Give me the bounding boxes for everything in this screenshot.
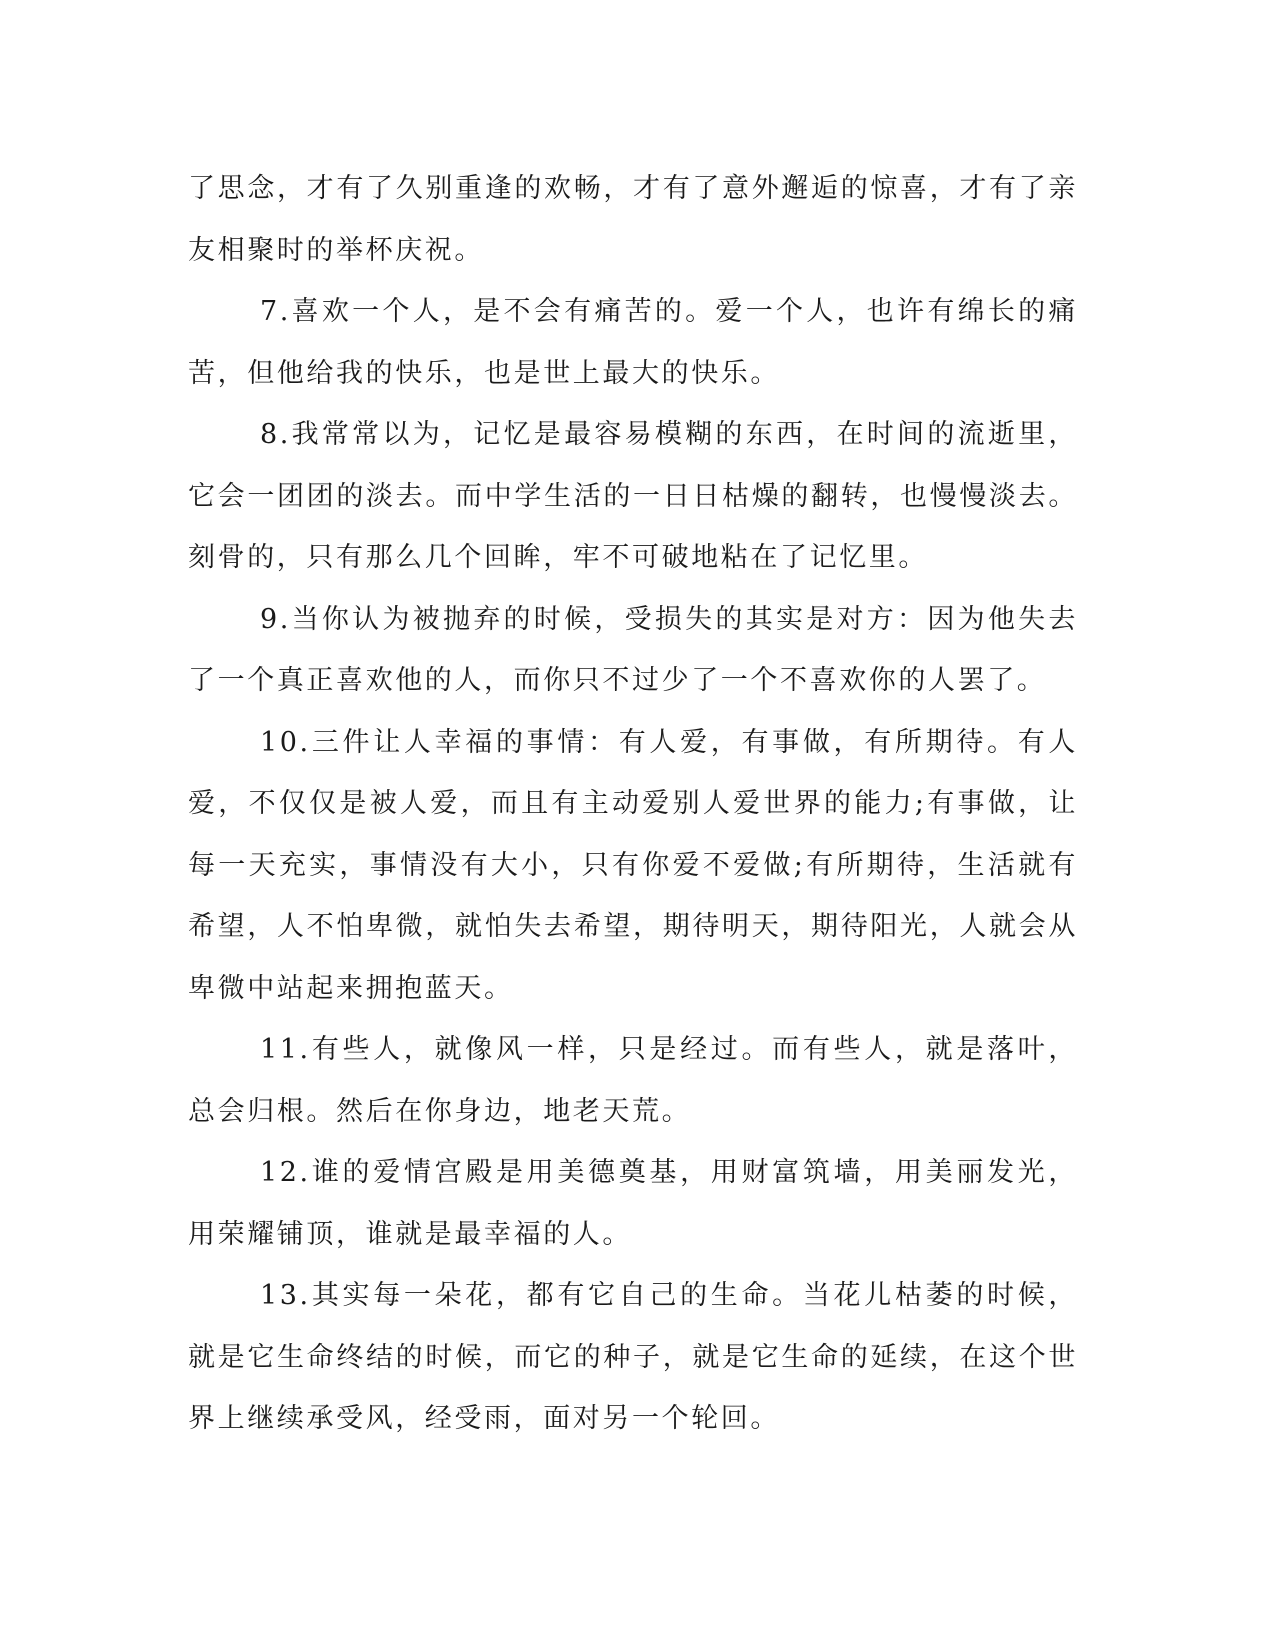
paragraph-item-9: 9.当你认为被抛弃的时候，受损失的其实是对方：因为他失去了一个真正喜欢他的人，而你只不过少了一个不喜欢你的人罢了。 xyxy=(188,603,1078,696)
document-body xyxy=(188,158,1078,1450)
paragraph-item-7: 7.喜欢一个人，是不会有痛苦的。爱一个人，也许有绵长的痛苦，但他给我的快乐，也是世上最大的快乐。 xyxy=(188,296,1078,389)
paragraph-continuation: 了思念，才有了久别重逢的欢畅，才有了意外邂逅的惊喜，才有了亲友相聚时的举杯庆祝。 xyxy=(188,173,1078,266)
paragraph-item-8: 8.我常常以为，记忆是最容易模糊的东西，在时间的流逝里，它会一团团的淡去。而中学生活的一日日枯燥的翻转，也慢慢淡去。刻骨的，只有那么几个回眸，牢不可破地粘在了记忆里。 xyxy=(188,419,1078,573)
paragraph-item-10: 10.三件让人幸福的事情：有人爱，有事做，有所期待。有人爱，不仅仅是被人爱，而且有主动爱别人爱世界的能力;有事做，让每一天充实，事情没有大小，只有你爱不爱做;有所期待，生活就有希望，人不怕卑微，就怕失去希望，期待明天，期待阳光，人就会从卑微中站起来拥抱蓝天。 xyxy=(188,726,1078,1004)
paragraph-item-11: 11.有些人，就像风一样，只是经过。而有些人，就是落叶，总会归根。然后在你身边，地老天荒。 xyxy=(188,1034,1078,1127)
paragraph-item-12: 12.谁的爱情宫殿是用美德奠基，用财富筑墙，用美丽发光，用荣耀铺顶，谁就是最幸福的人。 xyxy=(188,1157,1078,1250)
paragraph-item-13: 13.其实每一朵花，都有它自己的生命。当花儿枯萎的时候，就是它生命终结的时候，而它的种子，就是它生命的延续，在这个世界上继续承受风，经受雨，面对另一个轮回。 xyxy=(188,1280,1078,1434)
